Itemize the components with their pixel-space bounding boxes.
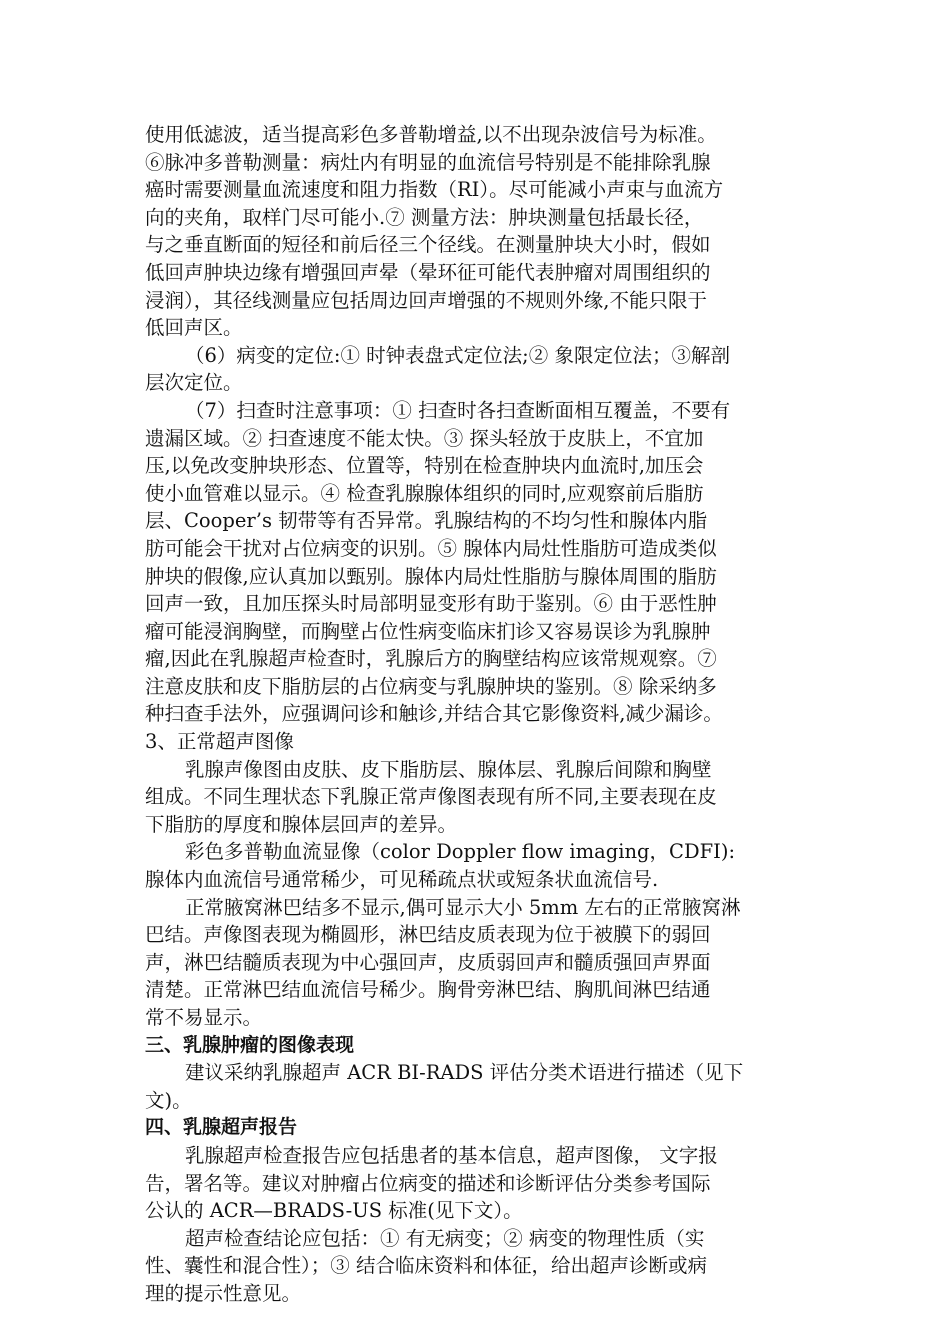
- text-line: 瘤,因此在乳腺超声检查时，乳腺后方的胸壁结构应该常规观察。⑦: [145, 647, 717, 671]
- text-line: 乳腺声像图由皮肤、皮下脂肪层、腺体层、乳腺后间隙和胸壁: [185, 757, 712, 781]
- text-line: 腺体内血流信号通常稀少，可见稀疏点状或短条状血流信号.: [145, 868, 659, 892]
- text-line: 回声一致，且加压探头时局部明显变形有助于鉴别。⑥ 由于恶性肿: [145, 592, 717, 616]
- text-line: 与之垂直断面的短径和前后径三个径线。在测量肿块大小时，假如: [145, 233, 711, 257]
- text-line: 层次定位。: [145, 371, 243, 395]
- text-line: 使用低滤波，适当提高彩色多普勒增益,以不出现杂波信号为标准。: [145, 123, 717, 146]
- text-line: 肿块的假像,应认真加以甄别。腺体内局灶性脂肪与腺体周围的脂肪: [145, 564, 717, 588]
- text-line: 乳腺超声检查报告应包括患者的基本信息，超声图像， 文字报: [185, 1143, 718, 1167]
- section-heading: 四、乳腺超声报告: [145, 1116, 298, 1139]
- text-line: （6）病变的定位:① 时钟表盘式定位法;② 象限定位法；③解剖: [185, 343, 730, 367]
- text-line: 声，淋巴结髓质表现为中心强回声，皮质弱回声和髓质强回声界面: [145, 950, 711, 974]
- text-line: 癌时需要测量血流速度和阻力指数（RI）。尽可能减小声束与血流方: [145, 178, 724, 202]
- text-line: 低回声区。: [145, 316, 243, 340]
- text-line: 清楚。正常淋巴结血流信号稀少。胸骨旁淋巴结、胸肌间淋巴结通: [145, 978, 711, 1002]
- text-line: 下脂肪的厚度和腺体层回声的差异。: [145, 812, 458, 836]
- text-line: 常不易显示。: [145, 1006, 263, 1029]
- text-line: 性、囊性和混合性）；③ 结合临床资料和体征，给出超声诊断或病: [145, 1254, 707, 1278]
- text-line: （7）扫查时注意事项：① 扫查时各扫查断面相互覆盖，不要有: [185, 398, 731, 422]
- text-line: 种扫查手法外，应强调问诊和触诊,并结合其它影像资料,减少漏诊。: [145, 702, 723, 726]
- text-line: 3、正常超声图像: [145, 730, 294, 754]
- text-line: 组成。不同生理状态下乳腺正常声像图表现有所不同,主要表现在皮: [145, 785, 717, 809]
- text-line: 肪可能会干扰对占位病变的识别。⑤ 腺体内局灶性脂肪可造成类似: [145, 536, 717, 560]
- text-line: 瘤可能浸润胸壁，而胸壁占位性病变临床扪诊又容易误诊为乳腺肿: [145, 619, 711, 643]
- text-line: 注意皮肤和皮下脂肪层的占位病变与乳腺肿块的鉴别。⑧ 除采纳多: [145, 674, 717, 698]
- text-line: 层、Cooper’s 韧带等有否异常。乳腺结构的不均匀性和腺体内脂: [145, 509, 708, 533]
- text-line: ⑥脉冲多普勒测量：病灶内有明显的血流信号特别是不能排除乳腺: [145, 150, 711, 174]
- text-line: 遗漏区域。② 扫查速度不能太快。③ 探头轻放于皮肤上，不宜加: [145, 426, 704, 450]
- text-line: 向的夹角，取样门尽可能小.⑦ 测量方法：肿块测量包括最长径，: [145, 205, 704, 229]
- text-line: 正常腋窝淋巴结多不显示,偶可显示大小 5mm 左右的正常腋窝淋: [185, 895, 741, 919]
- text-line: 告，署名等。建议对肿瘤占位病变的描述和诊断评估分类参考国际: [145, 1171, 711, 1195]
- text-line: 彩色多普勒血流显像（color Doppler flow imaging，CDFI):: [185, 840, 736, 864]
- text-line: 建议采纳乳腺超声 ACR BI-RADS 评估分类术语进行描述（见下: [185, 1061, 744, 1085]
- section-heading: 三、乳腺肿瘤的图像表现: [145, 1033, 355, 1056]
- document-body: [145, 121, 805, 1308]
- text-line: 理的提示性意见。: [145, 1281, 302, 1305]
- text-line: 浸润），其径线测量应包括周边回声增强的不规则外缘,不能只限于: [145, 288, 707, 312]
- text-line: 压,以免改变肿块形态、位置等，特别在检查肿块内血流时,加压会: [145, 454, 704, 478]
- text-line: 公认的 ACR—BRADS-US 标准(见下文）。: [145, 1199, 523, 1223]
- text-line: 使小血管难以显示。④ 检查乳腺腺体组织的同时,应观察前后脂肪: [145, 481, 704, 505]
- text-line: 低回声肿块边缘有增强回声晕（晕环征可能代表肿瘤对周围组织的: [145, 260, 711, 284]
- text-line: 文)。: [145, 1088, 192, 1112]
- text-line: 超声检查结论应包括：① 有无病变；② 病变的物理性质（实: [185, 1226, 705, 1250]
- text-line: 巴结。声像图表现为椭圆形，淋巴结皮质表现为位于被膜下的弱回: [145, 923, 711, 947]
